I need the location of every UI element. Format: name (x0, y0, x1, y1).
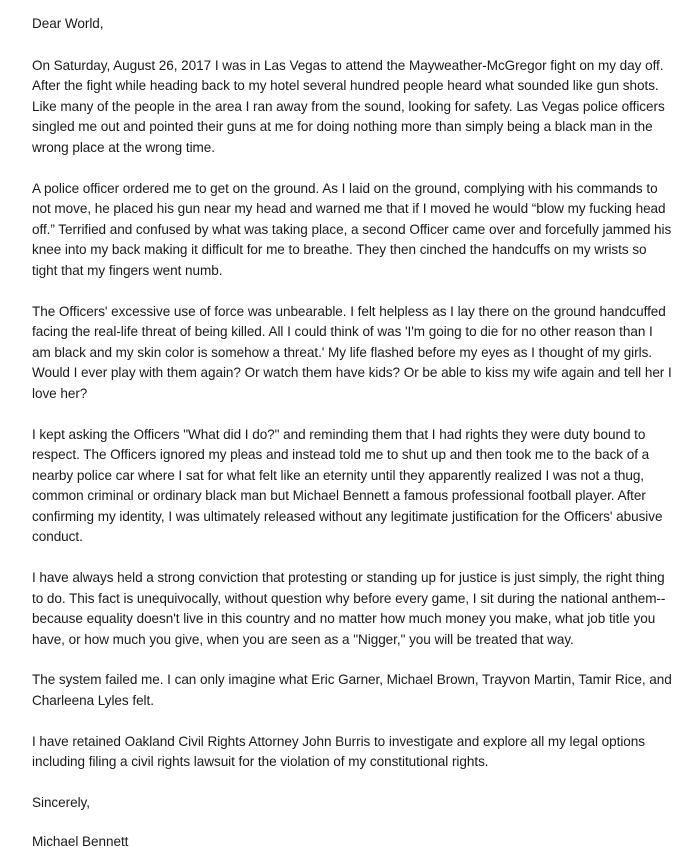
letter-paragraph: I kept asking the Officers "What did I do?" and reminding them that I had rights they were duty bound to respect. The Officers ignored my pleas and instead told me to shut up and then took me to the back of a nearby police car where I sat for what felt like an eternity until they apparently realized I was not a thug, common criminal or ordinary black man but Michael Bennett a famous professional football player. After confirming my identity, I was ultimately released without any legitimate justification for the Officers' abusive conduct. (32, 426, 663, 545)
letter-paragraph: I have retained Oakland Civil Rights Attorney John Burris to investigate and explore all my legal options including filing a civil rights lawsuit for the violation of my constitutional rights. (32, 733, 645, 770)
letter-paragraph: On Saturday, August 26, 2017 I was in Las Vegas to attend the Mayweather-McGregor fight on my day off. After the fight while heading back to my hotel several hundred people heard what sounded like gun shots. Like many of the people in the area I ran away from the sound, looking for safety. Las Vegas police officers singled me out and pointed their guns at me for doing nothing more than simply being a black man in the wrong place at the wrong time. (32, 57, 665, 155)
letter-paragraph: The Officers' excessive use of force was unbearable. I felt helpless as I lay there on the ground handcuffed facing the real-life threat of being killed. All I could think of was 'I'm going to die for no other reason than I am black and my skin color is somehow a threat.' My life flashed before my eyes as I thought of my girls. Would I ever play with them again? Or watch them have kids? Or be able to kiss my wife again and tell her I love her? (32, 303, 672, 401)
letter-body (32, 14, 672, 853)
letter-paragraph: A police officer ordered me to get on the ground. As I laid on the ground, complying with his commands to not move, he placed his gun near my head and warned me that if I moved he would “blow my fucking head off.” Terrified and confused by what was taking place, a second Officer came over and forcefully jammed his knee into my back making it difficult for me to breathe. They then cinched the handcuffs on my wrists so tight that my fingers went numb. (32, 180, 672, 278)
letter-greeting: Dear World, (32, 16, 104, 31)
letter-closing: Sincerely, (32, 794, 90, 810)
letter-signature: Michael Bennett (32, 834, 129, 850)
letter-paragraph: The system failed me. I can only imagine what Eric Garner, Michael Brown, Trayvon Martin, Tamir Rice, and Charleena Lyles felt. (32, 672, 672, 709)
letter-paragraph: I have always held a strong conviction that protesting or standing up for justice is just simply, the right thing to do. This fact is unequivocally, without question why before every game, I sit during the national anthem--because equality doesn't live in this country and no matter how much money you make, what job title you have, or how much you give, when you are seen as a "Nigger," you will be treated that way. (32, 570, 666, 647)
